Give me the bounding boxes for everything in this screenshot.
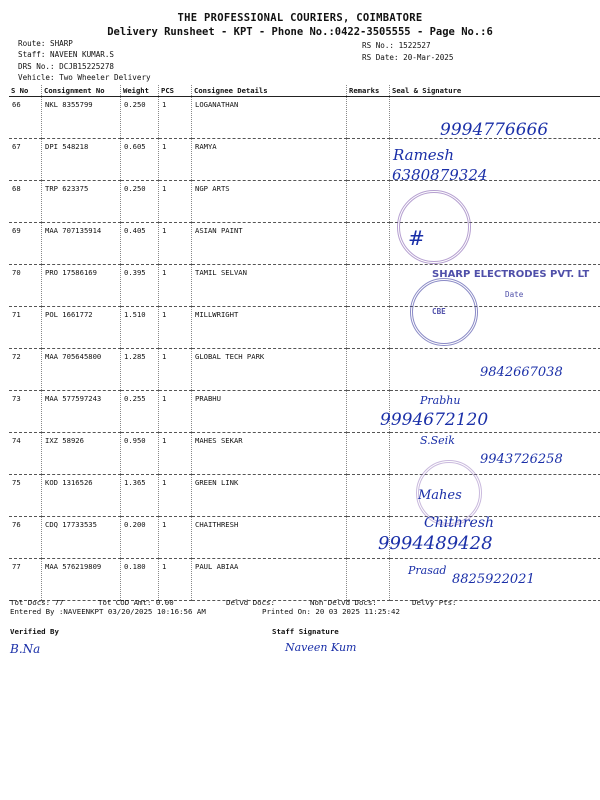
signature-67-phone: 6380879324 bbox=[392, 166, 488, 184]
total-docs: Tot Docs: 77 bbox=[10, 598, 64, 607]
runsheet-table bbox=[9, 85, 600, 601]
staff-signature-label: Staff Signature bbox=[272, 627, 339, 636]
cell-consignee: MAHES SEKAR bbox=[192, 433, 347, 475]
printed-on: Printed On: 20 03 2025 11:25:42 bbox=[262, 607, 400, 616]
cell-pcs: 1 bbox=[159, 433, 192, 475]
cell-consignment: MAA 705645800 bbox=[42, 349, 121, 391]
signature-77-name: Prasad bbox=[408, 564, 447, 577]
cell-remarks bbox=[347, 559, 390, 601]
cell-sno: 73 bbox=[9, 391, 42, 433]
cell-remarks bbox=[347, 139, 390, 181]
delivery-points: Delvy Pts: bbox=[412, 598, 457, 607]
cell-remarks bbox=[347, 349, 390, 391]
document-title: THE PROFESSIONAL COURIERS, COIMBATORE bbox=[177, 12, 423, 24]
col-consignee: Consignee Details bbox=[192, 85, 347, 97]
cell-consignee: GREEN LINK bbox=[192, 475, 347, 517]
staff-name: Staff: NAVEEN KUMAR.S bbox=[18, 50, 115, 59]
col-sno: S No bbox=[9, 85, 42, 97]
cell-weight: 0.250 bbox=[121, 181, 159, 223]
cell-weight: 0.255 bbox=[121, 391, 159, 433]
cell-consignee: TAMIL SELVAN bbox=[192, 265, 347, 307]
signature-74-name: S.Seik bbox=[420, 434, 455, 447]
cell-weight: 0.200 bbox=[121, 517, 159, 559]
cell-pcs: 1 bbox=[159, 517, 192, 559]
cell-weight: 1.285 bbox=[121, 349, 159, 391]
signature-77-phone: 8825922021 bbox=[452, 572, 535, 587]
cell-consignment: KOD 1316526 bbox=[42, 475, 121, 517]
stamp-date-label: Date bbox=[505, 290, 524, 299]
cell-pcs: 1 bbox=[159, 97, 192, 139]
cell-pcs: 1 bbox=[159, 559, 192, 601]
cell-sno: 67 bbox=[9, 139, 42, 181]
drs-number: DRS No.: DCJB15225278 bbox=[18, 62, 115, 71]
sharp-electrodes-stamp: SHARP ELECTRODES PVT. LT bbox=[432, 269, 590, 280]
cell-weight: 0.180 bbox=[121, 559, 159, 601]
cell-consignee: ASIAN PAINT bbox=[192, 223, 347, 265]
cell-consignment: POL 1661772 bbox=[42, 307, 121, 349]
col-remarks: Remarks bbox=[347, 85, 390, 97]
cell-sno: 68 bbox=[9, 181, 42, 223]
cell-pcs: 1 bbox=[159, 265, 192, 307]
verified-by-label: Verified By bbox=[10, 627, 59, 636]
cell-pcs: 1 bbox=[159, 307, 192, 349]
cell-consignment: MAA 576219809 bbox=[42, 559, 121, 601]
cell-weight: 0.395 bbox=[121, 265, 159, 307]
signature-67-name: Ramesh bbox=[393, 146, 455, 164]
cell-weight: 0.250 bbox=[121, 97, 159, 139]
signature-75: Mahes bbox=[418, 488, 462, 503]
cell-remarks bbox=[347, 265, 390, 307]
cell-sno: 74 bbox=[9, 433, 42, 475]
total-cod-amount: Tot COD Amt: 0.00 bbox=[98, 598, 174, 607]
route: Route: SHARP bbox=[18, 39, 73, 48]
signature-73-phone: 9994672120 bbox=[380, 410, 489, 430]
signature-69: # bbox=[408, 226, 425, 250]
cell-consignment: TRP 623375 bbox=[42, 181, 121, 223]
cell-consignee: RAMYA bbox=[192, 139, 347, 181]
signature-73-name: Prabhu bbox=[420, 394, 461, 407]
cell-sno: 75 bbox=[9, 475, 42, 517]
cell-pcs: 1 bbox=[159, 475, 192, 517]
cell-sno: 76 bbox=[9, 517, 42, 559]
entered-by: Entered By :NAVEENKPT 03/20/2025 10:16:56 AM bbox=[10, 607, 206, 616]
table-row bbox=[9, 391, 600, 433]
cell-consignee: PAUL ABIAA bbox=[192, 559, 347, 601]
cell-sno: 66 bbox=[9, 97, 42, 139]
signature-72: 9842667038 bbox=[480, 365, 563, 380]
cell-consignment: CDQ 17733535 bbox=[42, 517, 121, 559]
cell-sno: 69 bbox=[9, 223, 42, 265]
cell-consignment: IXZ 58926 bbox=[42, 433, 121, 475]
cell-remarks bbox=[347, 307, 390, 349]
cell-weight: 0.405 bbox=[121, 223, 159, 265]
delivered-docs: Delvd Docs: bbox=[226, 598, 275, 607]
cell-consignment: MAA 707135914 bbox=[42, 223, 121, 265]
table-row bbox=[9, 223, 600, 265]
signature-74-phone: 9943726258 bbox=[480, 452, 563, 467]
cell-consignment: PRO 17586169 bbox=[42, 265, 121, 307]
col-seal-signature: Seal & Signature bbox=[390, 85, 600, 97]
col-pcs: PCS bbox=[159, 85, 192, 97]
cell-sno: 72 bbox=[9, 349, 42, 391]
table-row bbox=[9, 181, 600, 223]
table-row bbox=[9, 517, 600, 559]
rs-number: RS No.: 1522527 bbox=[362, 41, 431, 50]
cell-consignee: CHAITHRESH bbox=[192, 517, 347, 559]
rs-date: RS Date: 20-Mar-2025 bbox=[362, 53, 454, 62]
cell-sno: 71 bbox=[9, 307, 42, 349]
col-weight: Weight bbox=[121, 85, 159, 97]
col-consignment: Consignment No bbox=[42, 85, 121, 97]
cell-weight: 1.365 bbox=[121, 475, 159, 517]
cell-weight: 0.950 bbox=[121, 433, 159, 475]
vehicle: Vehicle: Two Wheeler Delivery bbox=[18, 73, 151, 82]
cell-consignee: GLOBAL TECH PARK bbox=[192, 349, 347, 391]
cell-consignment: DPI 548218 bbox=[42, 139, 121, 181]
signature-66: 9994776666 bbox=[440, 120, 549, 140]
cell-sno: 70 bbox=[9, 265, 42, 307]
millwright-stamp-text: CBE bbox=[432, 307, 446, 316]
cell-remarks bbox=[347, 475, 390, 517]
cell-remarks bbox=[347, 181, 390, 223]
cell-pcs: 1 bbox=[159, 349, 192, 391]
cell-pcs: 1 bbox=[159, 139, 192, 181]
table-row bbox=[9, 139, 600, 181]
non-delivered-docs: Non Delvd Docs: bbox=[310, 598, 377, 607]
cell-remarks bbox=[347, 223, 390, 265]
staff-signature: Naveen Kum bbox=[285, 641, 357, 654]
document-subtitle: Delivery Runsheet - KPT - Phone No.:0422-3505555 - Page No.:6 bbox=[107, 26, 493, 38]
table-row bbox=[9, 307, 600, 349]
cell-weight: 0.605 bbox=[121, 139, 159, 181]
cell-pcs: 1 bbox=[159, 391, 192, 433]
cell-consignee: PRABHU bbox=[192, 391, 347, 433]
cell-consignee: NGP ARTS bbox=[192, 181, 347, 223]
cell-remarks bbox=[347, 97, 390, 139]
table-header-row bbox=[9, 85, 600, 97]
cell-weight: 1.510 bbox=[121, 307, 159, 349]
cell-consignee: MILLWRIGHT bbox=[192, 307, 347, 349]
cell-consignment: NKL 8355799 bbox=[42, 97, 121, 139]
cell-consignment: MAA 577597243 bbox=[42, 391, 121, 433]
verified-by-signature: B.Na bbox=[10, 642, 41, 656]
signature-76-name: Chithresh bbox=[424, 515, 495, 531]
table-row bbox=[9, 475, 600, 517]
cell-pcs: 1 bbox=[159, 223, 192, 265]
cell-pcs: 1 bbox=[159, 181, 192, 223]
signature-76-phone: 9994489428 bbox=[378, 533, 493, 554]
cell-consignee: LOGANATHAN bbox=[192, 97, 347, 139]
cell-sno: 77 bbox=[9, 559, 42, 601]
cell-remarks bbox=[347, 433, 390, 475]
